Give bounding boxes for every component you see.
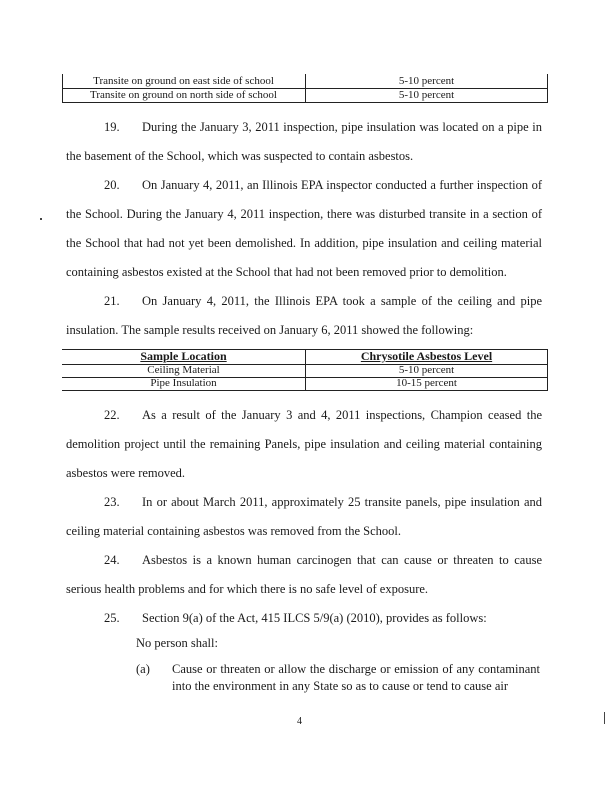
paragraph-22 xyxy=(66,401,542,488)
paragraph-text: On January 4, 2011, an Illinois EPA inspector conducted a further inspection of the School. During the January 4, 2011 inspection, there was disturbed transite in a section of the School that had not yet been demolished. In addition, pipe insulation and ceiling material containing asbestos existed at the School that had not been removed prior to demolition. xyxy=(66,178,542,279)
clause-label: (a) xyxy=(136,662,150,676)
transite-sample-table xyxy=(62,74,548,102)
paragraph-text: On January 4, 2011, the Illinois EPA took a sample of the ceiling and pipe insulation. The sample results received on January 6, 2011 showed the following: xyxy=(66,294,542,337)
paragraph-23 xyxy=(66,488,542,546)
paragraph-number: 21. xyxy=(104,294,120,308)
paragraph-number: 19. xyxy=(104,120,120,134)
scan-speck xyxy=(40,218,42,220)
page-number: 4 xyxy=(297,716,302,727)
clause-a xyxy=(136,661,540,695)
paragraph-text: In or about March 2011, approximately 25 transite panels, pipe insulation and ceiling material containing asbestos was removed from the School. xyxy=(66,495,542,538)
clause-text: Cause or threaten or allow the discharge or emission of any contaminant into the environment in any State so as to cause or tend to cause air xyxy=(172,662,540,693)
table-cell-location: Transite on ground on north side of school xyxy=(90,89,277,101)
asbestos-sample-table xyxy=(62,349,548,390)
table-cell-level: 10-15 percent xyxy=(396,377,457,389)
paragraph-number: 20. xyxy=(104,178,120,192)
table-cell-level: 5-10 percent xyxy=(398,89,455,101)
table-cell-level: 5-10 percent xyxy=(398,364,455,376)
paragraph-number: 24. xyxy=(104,553,120,567)
paragraph-25 xyxy=(66,604,542,633)
paragraph-21 xyxy=(66,287,542,345)
table-cell-level: 5-10 percent xyxy=(398,75,455,87)
paragraph-number: 25. xyxy=(104,611,120,625)
paragraph-number: 22. xyxy=(104,408,120,422)
paragraph-text: During the January 3, 2011 inspection, pipe insulation was located on a pipe in the basement of the School, which was suspected to contain asbestos. xyxy=(66,120,542,163)
scan-speck xyxy=(604,712,605,724)
table-cell-location: Transite on ground on east side of school xyxy=(93,75,274,87)
column-header-location: Sample Location xyxy=(140,349,227,363)
paragraph-text: As a result of the January 3 and 4, 2011 inspections, Champion ceased the demolition project until the remaining Panels, pipe insulation and ceiling material containing asbestos were removed. xyxy=(66,408,542,480)
paragraph-text: Section 9(a) of the Act, 415 ILCS 5/9(a) (2010), provides as follows: xyxy=(142,611,487,625)
paragraph-24 xyxy=(66,546,542,604)
paragraph-text: Asbestos is a known human carcinogen that can cause or threaten to cause serious health problems and for which there is no safe level of exposure. xyxy=(66,553,542,596)
list-intro: No person shall: xyxy=(136,636,218,650)
paragraph-20 xyxy=(66,171,542,287)
table-cell-location: Pipe Insulation xyxy=(150,377,217,389)
table-cell-location: Ceiling Material xyxy=(147,364,220,376)
paragraph-number: 23. xyxy=(104,495,120,509)
paragraph-19 xyxy=(66,113,542,171)
column-header-level: Chrysotile Asbestos Level xyxy=(360,349,493,363)
